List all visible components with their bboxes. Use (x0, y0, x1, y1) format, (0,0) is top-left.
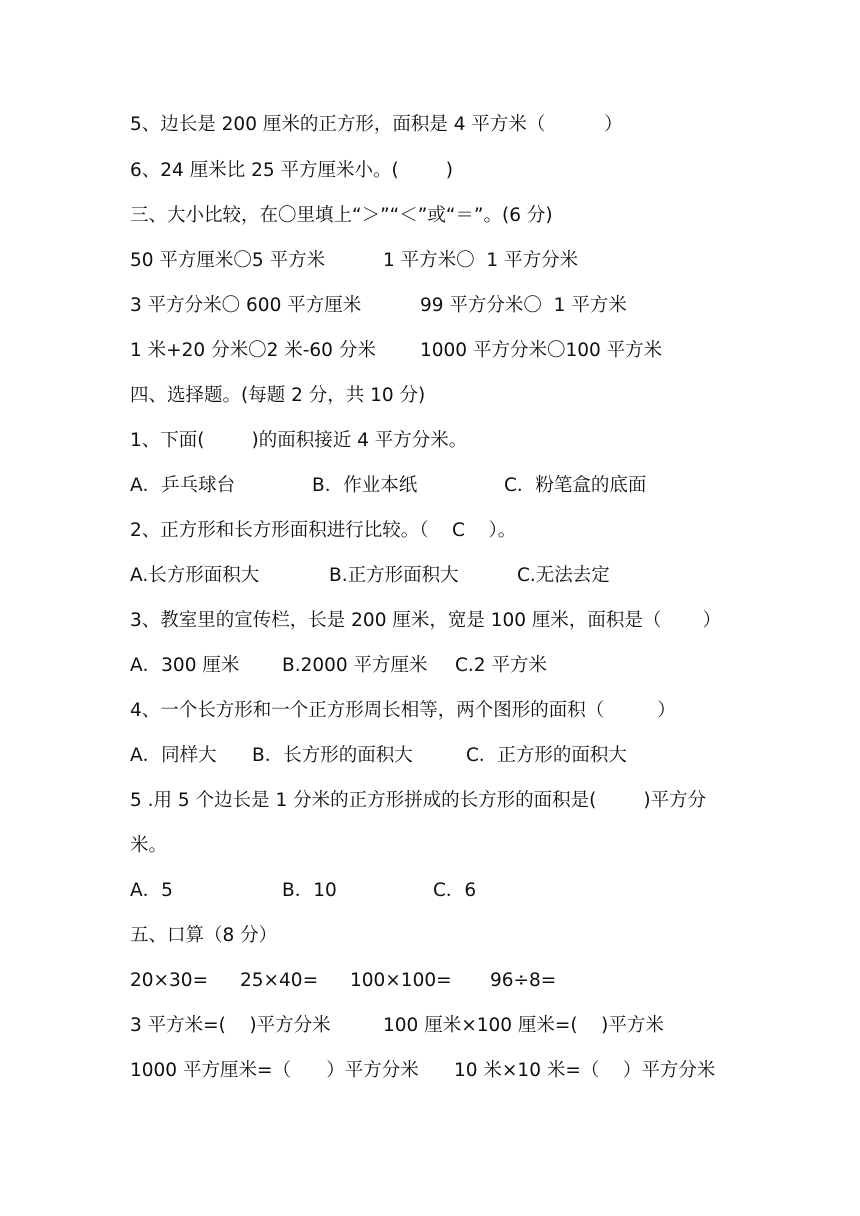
choice-question-1-text: 1、下面( )的面积接近 4 平方分米。 (130, 430, 468, 451)
option-a: A．乒乓球台 (130, 475, 236, 496)
choice-question-5-text-continued: 米。 (130, 835, 168, 856)
choice-question-4 (130, 696, 676, 726)
choice-options-4 (130, 741, 627, 771)
question-6-length-area (130, 156, 453, 186)
option-c: C.无法去定 (517, 565, 610, 586)
compare-item: 50 平方厘米〇5 平方米 (130, 250, 326, 271)
choice-options-2 (130, 561, 610, 591)
section-5-title: 五、口算（8 分） (130, 925, 278, 946)
math-problem: 1000 平方厘米=（ ）平方分米 (130, 1060, 419, 1081)
section-3-heading (130, 201, 553, 231)
compare-row-1 (130, 246, 579, 276)
choice-question-3 (130, 606, 722, 636)
option-b: B．作业本纸 (312, 475, 418, 496)
choice-options-1 (130, 471, 647, 501)
choice-question-1 (130, 426, 468, 456)
question-5-text: 5、边长是 200 厘米的正方形，面积是 4 平方米（ ） (130, 114, 623, 135)
math-problem: 100×100= (350, 970, 452, 991)
option-c: C．6 (433, 880, 477, 901)
math-problem: 25×40= (240, 970, 319, 991)
math-problem: 100 厘米×100 厘米=( )平方米 (383, 1015, 664, 1036)
choice-question-4-text: 4、一个长方形和一个正方形周长相等，两个图形的面积（ ） (130, 700, 676, 721)
math-problem: 3 平方米=( )平方分米 (130, 1015, 331, 1036)
mental-math-row-1 (130, 966, 557, 996)
mental-math-row-3 (130, 1056, 716, 1086)
compare-item: 99 平方分米〇 1 平方米 (420, 295, 627, 316)
compare-row-3 (130, 336, 663, 366)
option-a: A．5 (130, 880, 173, 901)
choice-question-5-continued (130, 831, 168, 861)
choice-options-5 (130, 876, 477, 906)
section-4-title: 四、选择题。(每题 2 分，共 10 分) (130, 385, 426, 406)
math-problem: 20×30= (130, 970, 209, 991)
choice-question-3-text: 3、教室里的宣传栏，长是 200 厘米，宽是 100 厘米，面积是（ ） (130, 610, 722, 631)
option-b: B.2000 平方厘米 (282, 655, 428, 676)
question-5-area (130, 110, 623, 140)
compare-item: 3 平方分米〇 600 平方厘米 (130, 295, 362, 316)
compare-item: 1000 平方分米〇100 平方米 (420, 340, 663, 361)
option-c: C.2 平方米 (455, 655, 547, 676)
option-a: A.长方形面积大 (130, 565, 260, 586)
option-b: B.正方形面积大 (329, 565, 459, 586)
section-4-heading (130, 381, 426, 411)
choice-question-5-text: 5 .用 5 个边长是 1 分米的正方形拼成的长方形的面积是( )平方分 (130, 790, 707, 811)
option-b: B．长方形的面积大 (252, 745, 413, 766)
compare-row-2 (130, 291, 627, 321)
compare-item: 1 米+20 分米〇2 米-60 分米 (130, 340, 376, 361)
mental-math-row-2 (130, 1011, 664, 1041)
choice-question-2 (130, 516, 517, 546)
section-3-title: 三、大小比较，在〇里填上“＞”“＜”或“＝”。(6 分) (130, 205, 553, 226)
choice-options-3 (130, 651, 547, 681)
option-c: C．正方形的面积大 (466, 745, 627, 766)
choice-question-2-text: 2、正方形和长方形面积进行比较。（ C ）。 (130, 520, 517, 541)
math-problem: 10 米×10 米=（ ）平方分米 (454, 1060, 716, 1081)
question-6-text: 6、24 厘米比 25 平方厘米小。( ) (130, 160, 453, 181)
choice-question-5 (130, 786, 707, 816)
compare-item: 1 平方米〇 1 平方分米 (383, 250, 579, 271)
option-a: A．同样大 (130, 745, 217, 766)
option-b: B．10 (282, 880, 337, 901)
math-problem: 96÷8= (490, 970, 557, 991)
option-c: C．粉笔盒的底面 (504, 475, 647, 496)
option-a: A．300 厘米 (130, 655, 240, 676)
section-5-heading (130, 921, 278, 951)
